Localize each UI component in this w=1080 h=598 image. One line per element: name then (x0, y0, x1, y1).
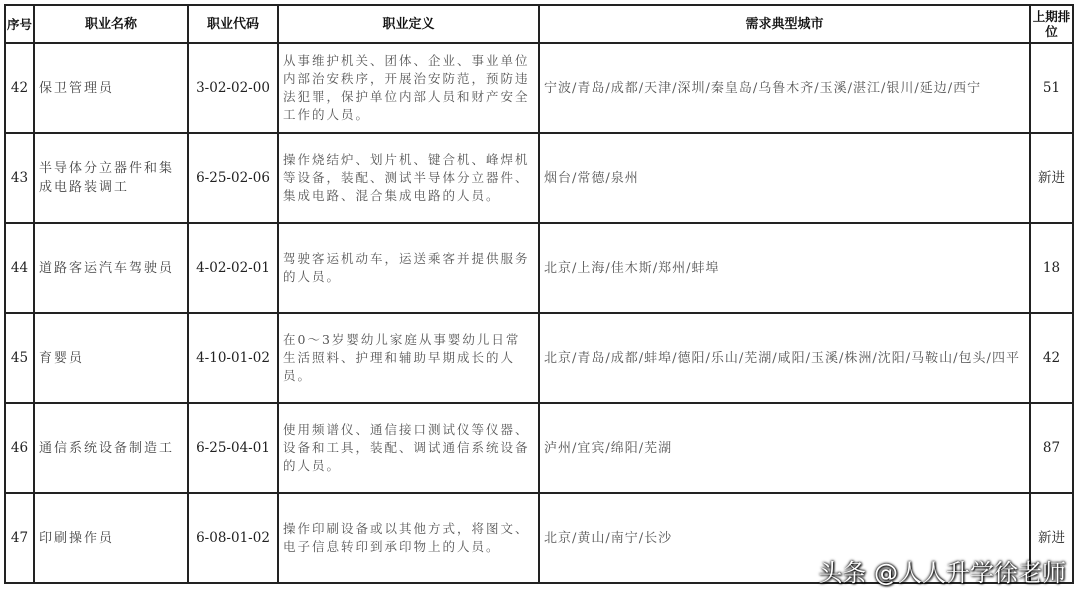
cell-prev-rank: 42 (1030, 313, 1073, 403)
table-row (5, 313, 1073, 403)
cell-code: 3-02-02-00 (188, 43, 278, 133)
cell-cities: 北京/上海/佳木斯/郑州/蚌埠 (539, 223, 1030, 313)
cell-name: 通信系统设备制造工 (34, 403, 188, 493)
header-name: 职业名称 (34, 5, 188, 43)
cell-code: 4-02-02-01 (188, 223, 278, 313)
header-definition: 职业定义 (278, 5, 539, 43)
watermark: 头条 @人人升学徐老师 (818, 559, 1066, 587)
cell-definition: 操作印刷设备或以其他方式，将图文、电子信息转印到承印物上的人员。 (278, 493, 539, 583)
cell-prev-rank: 新进 (1030, 493, 1073, 583)
cell-cities: 宁波/青岛/成都/天津/深圳/秦皇岛/乌鲁木齐/玉溪/湛江/银川/延边/西宁 (539, 43, 1030, 133)
cell-seq: 42 (5, 43, 34, 133)
header-prev-rank: 上期排位 (1030, 5, 1073, 43)
cell-name: 印刷操作员 (34, 493, 188, 583)
cell-seq: 44 (5, 223, 34, 313)
cell-definition: 从事维护机关、团体、企业、事业单位内部治安秩序，开展治安防范，预防违法犯罪，保护单位内部人员和财产安全工作的人员。 (278, 43, 539, 133)
cell-definition: 使用频谱仪、通信接口测试仪等仪器、设备和工具，装配、调试通信系统设备的人员。 (278, 403, 539, 493)
cell-name: 半导体分立器件和集成电路装调工 (34, 133, 188, 223)
header-cities: 需求典型城市 (539, 5, 1030, 43)
cell-definition: 操作烧结炉、划片机、键合机、峰焊机等设备，装配、测试半导体分立器件、集成电路、混合集成电路的人员。 (278, 133, 539, 223)
table-row (5, 43, 1073, 133)
cell-code: 6-08-01-02 (188, 493, 278, 583)
cell-name: 育婴员 (34, 313, 188, 403)
cell-prev-rank: 新进 (1030, 133, 1073, 223)
header-row (5, 5, 1073, 43)
cell-seq: 46 (5, 403, 34, 493)
cell-prev-rank: 87 (1030, 403, 1073, 493)
cell-code: 6-25-04-01 (188, 403, 278, 493)
cell-seq: 43 (5, 133, 34, 223)
cell-code: 4-10-01-02 (188, 313, 278, 403)
cell-name: 道路客运汽车驾驶员 (34, 223, 188, 313)
table-row (5, 223, 1073, 313)
cell-name: 保卫管理员 (34, 43, 188, 133)
cell-cities: 北京/黄山/南宁/长沙 (539, 493, 1030, 583)
occupation-table (4, 4, 1074, 584)
header-code: 职业代码 (188, 5, 278, 43)
cell-definition: 驾驶客运机动车，运送乘客并提供服务的人员。 (278, 223, 539, 313)
cell-seq: 45 (5, 313, 34, 403)
cell-seq: 47 (5, 493, 34, 583)
cell-definition: 在0～3岁婴幼儿家庭从事婴幼儿日常生活照料、护理和辅助早期成长的人员。 (278, 313, 539, 403)
table-row (5, 403, 1073, 493)
cell-cities: 烟台/常德/泉州 (539, 133, 1030, 223)
cell-cities: 北京/青岛/成都/蚌埠/德阳/乐山/芜湖/咸阳/玉溪/株洲/沈阳/马鞍山/包头/四平 (539, 313, 1030, 403)
cell-prev-rank: 18 (1030, 223, 1073, 313)
cell-code: 6-25-02-06 (188, 133, 278, 223)
cell-prev-rank: 51 (1030, 43, 1073, 133)
cell-cities: 泸州/宜宾/绵阳/芜湖 (539, 403, 1030, 493)
table-row (5, 133, 1073, 223)
header-seq: 序号 (5, 5, 34, 43)
